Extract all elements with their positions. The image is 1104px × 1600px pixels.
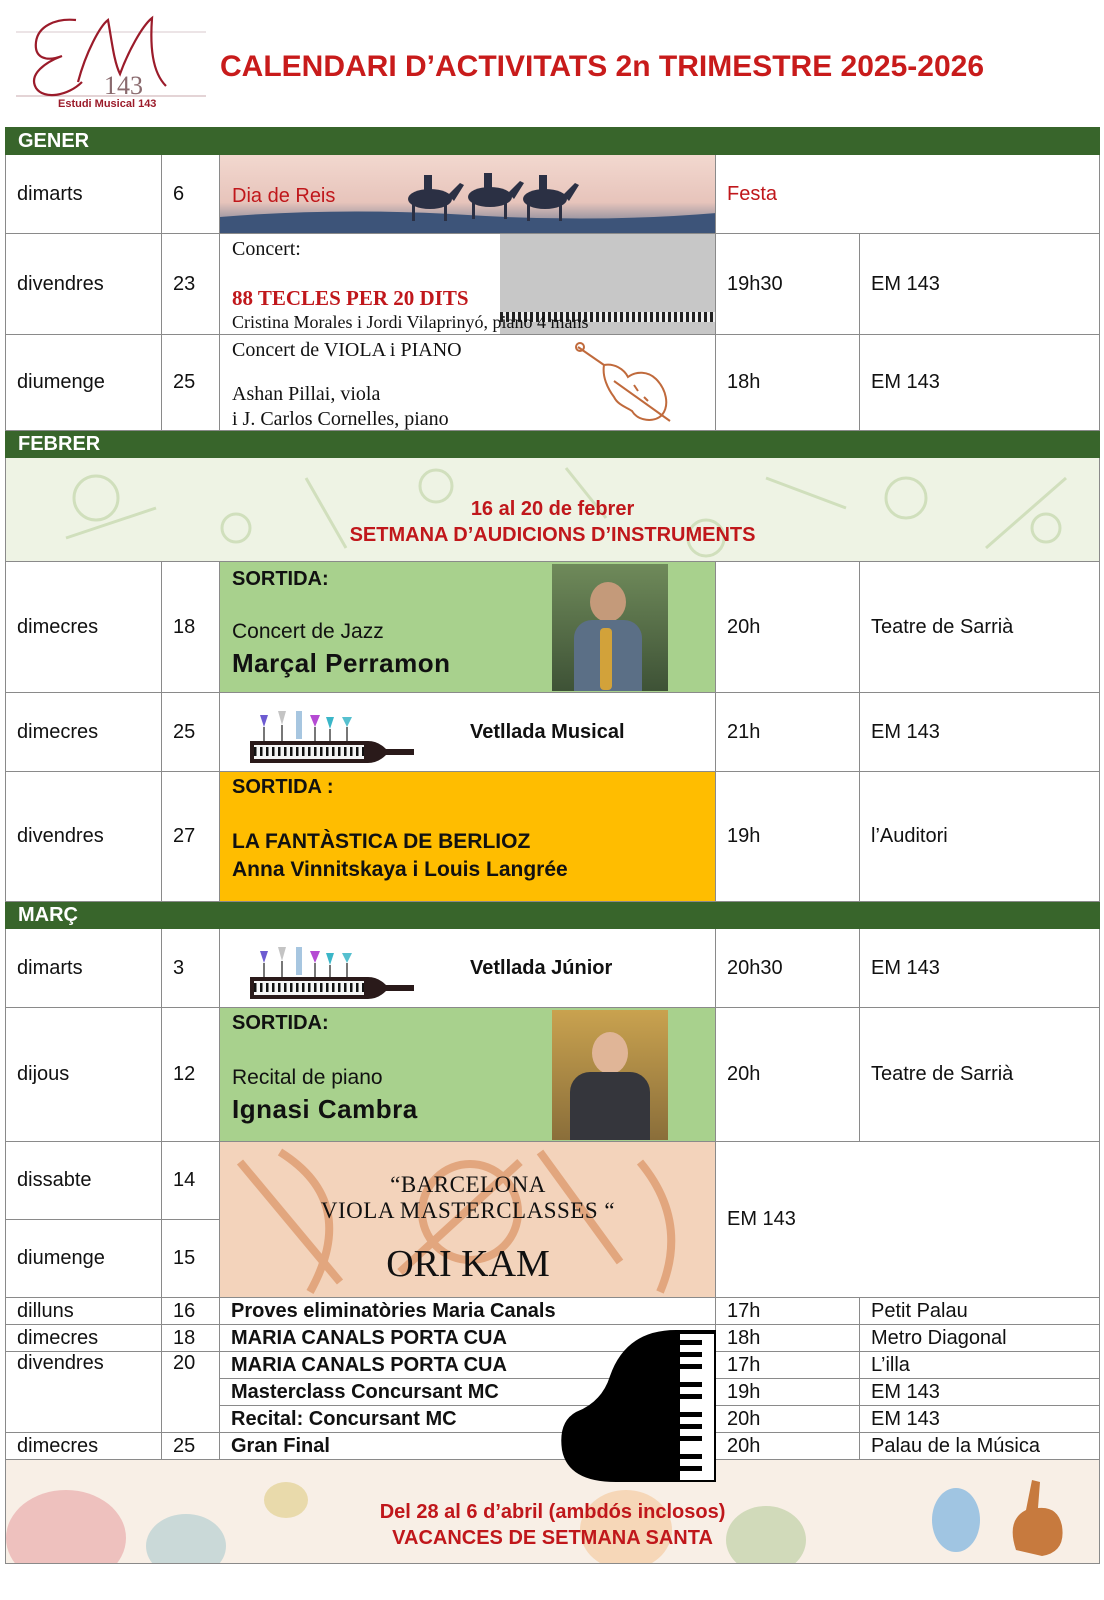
event-title: Vetllada Musical: [470, 721, 625, 743]
day-number: 6: [162, 155, 220, 234]
day-number: 14: [162, 1142, 220, 1220]
weekday: divendres: [6, 772, 162, 902]
month-header-gener: [6, 128, 1100, 155]
event-line-1: Concert de VIOLA i PIANO: [232, 339, 462, 361]
event-cell-88-tecles: [220, 234, 716, 335]
banner-line-1: 16 al 20 de febrer: [470, 497, 635, 520]
event-time: 20h: [716, 1406, 860, 1433]
event-place: l’Auditori: [860, 772, 1100, 902]
event-time: 20h: [716, 1008, 860, 1142]
event-place: EM 143: [860, 1379, 1100, 1406]
event-time: 20h: [716, 1433, 860, 1460]
event-line-2: VIOLA MASTERCLASSES “: [320, 1198, 616, 1223]
weekday: dissabte: [6, 1142, 162, 1220]
grand-piano-icon: [556, 1326, 724, 1486]
event-place: EM 143: [860, 929, 1100, 1008]
table-row: [6, 929, 1100, 1008]
event-cell-vetllada-musical: [220, 693, 716, 772]
event-place: Petit Palau: [860, 1298, 1100, 1325]
weekday: dimecres: [6, 1433, 162, 1460]
event-line-2: Anna Vinnitskaya i Louis Langrée: [232, 858, 568, 881]
table-row: [6, 772, 1100, 902]
banner-line-1: Del 28 al 6 d’abril (ambdós inclosos): [379, 1500, 726, 1523]
logo-caption: Estudi Musical 143: [58, 98, 157, 110]
event-time: 20h: [716, 562, 860, 693]
event-cell-jazz: [220, 562, 716, 693]
event-cell-viola-masterclasses: [220, 1142, 716, 1298]
month-header-febrer: [6, 431, 1100, 458]
event-line-1: LA FANTÀSTICA DE BERLIOZ: [232, 830, 531, 853]
event-place: EM 143: [716, 1142, 1100, 1298]
table-row: [6, 1352, 1100, 1379]
event-line-3: i J. Carlos Cornelles, piano: [232, 408, 449, 430]
day-number: 27: [162, 772, 220, 902]
event-cell-vetllada-junior: [220, 929, 716, 1008]
event-place: L’illa: [860, 1352, 1100, 1379]
table-row: [6, 562, 1100, 693]
table-row: [6, 693, 1100, 772]
day-number: 15: [162, 1220, 220, 1298]
pianist-photo-image: [552, 1010, 668, 1140]
event-place: Teatre de Sarrià: [860, 1008, 1100, 1142]
weekday: divendres: [6, 234, 162, 335]
day-number: 25: [162, 693, 220, 772]
outing-tag: SORTIDA:: [232, 1012, 329, 1034]
table-row: [6, 1008, 1100, 1142]
event-place: Teatre de Sarrià: [860, 562, 1100, 693]
day-number: 23: [162, 234, 220, 335]
table-row: [6, 1325, 1100, 1352]
event-line-3: Cristina Morales i Jordi Vilaprinyó, piano 4 mans: [232, 312, 589, 332]
event-place: EM 143: [860, 693, 1100, 772]
event-time: 19h: [716, 772, 860, 902]
day-number: 20: [162, 1352, 220, 1433]
event-title: MARIA CANALS PORTA CUA: [220, 1352, 716, 1379]
table-row: [6, 1142, 1100, 1220]
day-number: 3: [162, 929, 220, 1008]
event-time: 18h: [716, 335, 860, 431]
piano-bottle-glasses-icon: [248, 705, 416, 765]
event-line-1: Concert de Jazz: [232, 620, 384, 643]
weekday: diumenge: [6, 1220, 162, 1298]
weekday: divendres: [6, 1352, 162, 1433]
weekday: dimecres: [6, 1325, 162, 1352]
month-label: FEBRER: [6, 431, 1100, 458]
banner-line-2: VACANCES DE SETMANA SANTA: [392, 1526, 713, 1549]
weekday: dimarts: [6, 929, 162, 1008]
event-title: MARIA CANALS PORTA CUA: [220, 1325, 716, 1352]
day-number: 25: [162, 1433, 220, 1460]
setmana-santa-banner: [6, 1460, 1100, 1564]
day-number: 18: [162, 1325, 220, 1352]
page-title: CALENDARI D’ACTIVITATS 2n TRIMESTRE 2025-2026: [220, 50, 985, 83]
banner-line-2: SETMANA D’AUDICIONS D’INSTRUMENTS: [349, 523, 756, 546]
day-number: 12: [162, 1008, 220, 1142]
outing-tag: SORTIDA:: [232, 568, 329, 590]
outing-tag: SORTIDA :: [232, 776, 334, 798]
day-number: 25: [162, 335, 220, 431]
weekday: diumenge: [6, 335, 162, 431]
event-place: Metro Diagonal: [860, 1325, 1100, 1352]
event-title: Gran Final: [220, 1433, 716, 1460]
event-note: Festa: [716, 155, 1100, 234]
table-row: [6, 155, 1100, 234]
event-time: 19h: [716, 1379, 860, 1406]
event-cell-reis: [220, 155, 716, 234]
audicions-banner: [6, 458, 1100, 562]
weekday: dimecres: [6, 693, 162, 772]
event-line-1: Concert:: [232, 238, 301, 260]
table-row: [6, 458, 1100, 562]
event-line-2: Ashan Pillai, viola: [232, 383, 381, 405]
event-line-1: “BARCELONA: [390, 1172, 546, 1197]
logo: [16, 12, 212, 116]
table-row: [6, 1298, 1100, 1325]
table-row: [6, 335, 1100, 431]
weekday: dilluns: [6, 1298, 162, 1325]
musician-photo-image: [552, 564, 668, 691]
piano-bottle-glasses-icon: [248, 941, 416, 1001]
weekday: dimarts: [6, 155, 162, 234]
event-time: 19h30: [716, 234, 860, 335]
month-label: MARÇ: [6, 902, 1100, 929]
month-header-marc: [6, 902, 1100, 929]
event-place: EM 143: [860, 234, 1100, 335]
event-cell-viola-piano: [220, 335, 716, 431]
event-cell-berlioz: [220, 772, 716, 902]
weekday: dijous: [6, 1008, 162, 1142]
event-time: 20h30: [716, 929, 860, 1008]
table-row: [6, 1433, 1100, 1460]
event-time: 17h: [716, 1298, 860, 1325]
month-label: GENER: [6, 128, 1100, 155]
table-row: [6, 1460, 1100, 1564]
event-title: Dia de Reis: [232, 185, 336, 207]
event-line-2: 88 TECLES PER 20 DITS: [232, 286, 469, 310]
day-number: 18: [162, 562, 220, 693]
event-place: EM 143: [860, 1406, 1100, 1433]
event-title: Vetllada Júnior: [470, 957, 613, 979]
event-title: Recital: Concursant MC: [220, 1406, 716, 1433]
day-number: 16: [162, 1298, 220, 1325]
weekday: dimecres: [6, 562, 162, 693]
event-time: 17h: [716, 1352, 860, 1379]
svg-text:143: 143: [104, 71, 143, 100]
table-row: [6, 234, 1100, 335]
event-place: EM 143: [860, 335, 1100, 431]
event-title: Proves eliminatòries Maria Canals: [220, 1298, 716, 1325]
event-time: 21h: [716, 693, 860, 772]
event-line-3: ORI KAM: [386, 1243, 550, 1285]
event-line-2: Marçal Perramon: [232, 648, 451, 678]
event-place: Palau de la Música: [860, 1433, 1100, 1460]
event-line-1: Recital de piano: [232, 1066, 383, 1089]
event-cell-cambra: [220, 1008, 716, 1142]
event-line-2: Ignasi Cambra: [232, 1094, 418, 1124]
event-time: 18h: [716, 1325, 860, 1352]
event-title: Masterclass Concursant MC: [220, 1379, 716, 1406]
calendar-table: [5, 127, 1100, 1564]
viola-icon: [574, 341, 690, 427]
